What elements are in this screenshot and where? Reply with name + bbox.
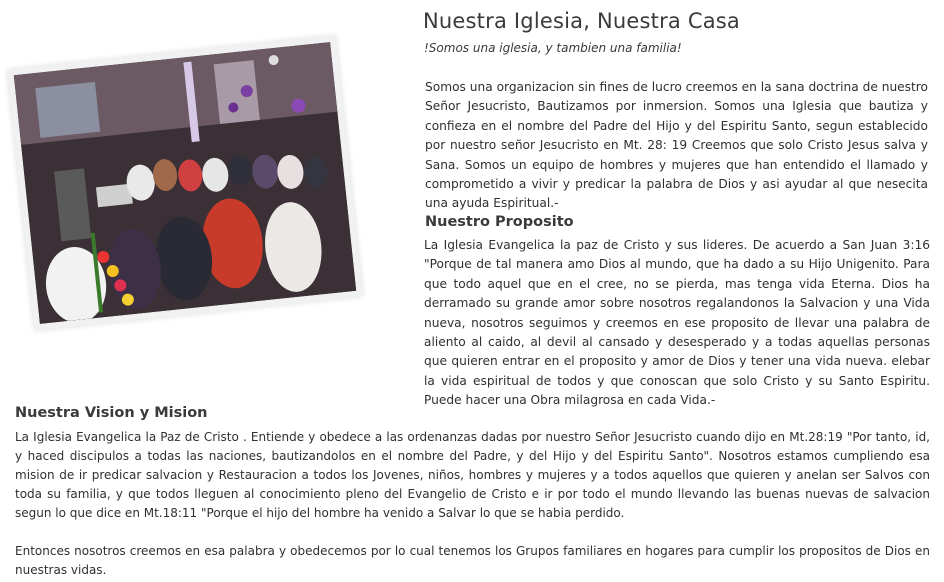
worship-scene-graphic <box>14 42 356 324</box>
vision-heading: Nuestra Vision y Mision <box>15 405 208 421</box>
photo-frame <box>7 35 363 330</box>
proposito-paragraph: La Iglesia Evangelica la paz de Cristo y sus lideres. De acuerdo a San Juan 3:16 "Porque de tal manera amo Dios al mundo, que ha dado a su Hijo Unigenito. Para que todo aquel que en el cree, no se pierda, mas tenga vida Eterna. Dios ha derramado su grande amor sobre nosotros regalandonos la Salvacion y una Vida nueva, nosotros seguimos y creemos en ese proposito de llevar una palabra de aliento al caido, al devil al cansado y desesperado y a todas aquellas personas que quieren entrar en el proposito y amor de Dios y tener una vida nueva. elebar la vida espiritual de todos y que conoscan que solo Cristo y su Santo Espiritu. Puede hacer una Obra milagrosa en cada Vida.- <box>424 238 930 408</box>
church-photo <box>20 52 360 334</box>
worship-photo-image <box>14 42 356 324</box>
vision-closing-paragraph: Entonces nosotros creemos en esa palabra y obedecemos por lo cual tenemos los Grupos familiares en hogares para cumplir los propositos de Dios en nuestras vidas. <box>15 544 930 577</box>
vision-paragraph: La Iglesia Evangelica la Paz de Cristo . Entiende y obedece a las ordenanzas dadas por nuestro Señor Jesucristo cuando dijo en Mt.28:19 "Por tanto, id, y haced discipulos a todas las naciones, bautizandolos en el nombre del Padre, y del Hijo y del Espiritu Santo". Nosotros estamos cumpliendo esa mision de ir predicar salvacion y Restauracion a todos los Jovenes, niños, hombres y mujeres y a todos aquellos que quieren y anelan ser Salvos con toda su familia, y que todos lleguen al conocimiento pleno del Evangelio de Cristo e ir por todo el mundo llevando las buenas nuevas de salvacion segun lo que dice en Mt.18:11 "Porque el hijo del hombre ha venido a Salvar lo que se habia perdido. <box>15 430 930 520</box>
page-title: Nuestra Iglesia, Nuestra Casa <box>423 9 740 33</box>
proposito-heading: Nuestro Proposito <box>425 214 574 230</box>
page-subtitle: !Somos una iglesia, y tambien una familia! <box>424 41 682 55</box>
intro-paragraph: Somos una organizacion sin fines de lucro creemos en la sana doctrina de nuestro Señor Jesucristo, Bautizamos por inmersion. Somos una Iglesia que bautiza y confieza en el nombre del Padre del Hijo y del Espiritu Santo, segun establecido por nuestro señor Jesucristo en Mt. 28: 19 Creemos que solo Cristo Jesus salva y Sana. Somos un equipo de hombres y mujeres que han entendido el llamado y comprometido a vivir y predicar la palabra de Dios y asi ayudar al que nesecita una ayuda Espiritual.- <box>425 80 928 211</box>
